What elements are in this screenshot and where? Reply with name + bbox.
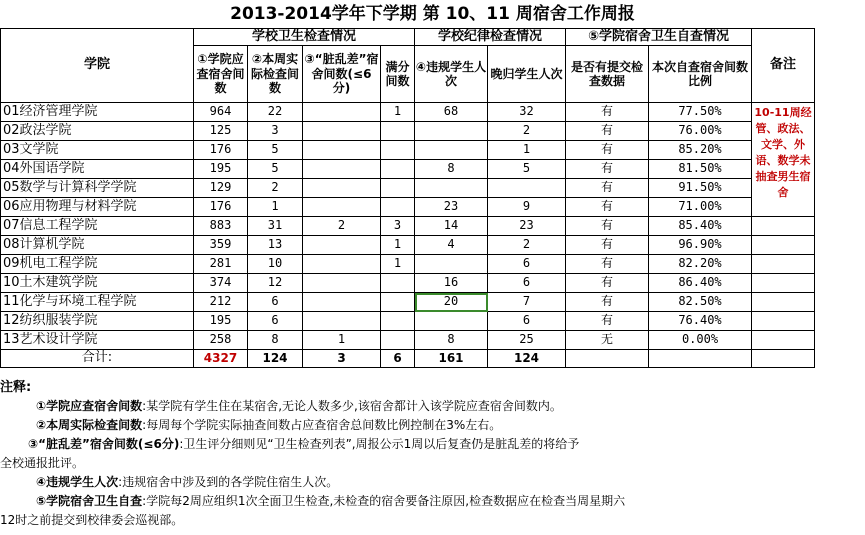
cell-actual-check[interactable]: 6 — [248, 293, 303, 312]
note-2-term: ②本周实际检查间数 — [36, 418, 143, 432]
table-row — [1, 179, 815, 198]
cell-dirty-rooms[interactable]: 2 — [303, 217, 381, 236]
cell-self-check-ratio[interactable]: 71.00% — [649, 198, 752, 217]
table-row — [1, 217, 815, 236]
cell-remark-note[interactable]: 10-11周经管、政法、文学、外语、数学未抽查男生宿舍 — [752, 103, 815, 217]
table-row — [1, 160, 815, 179]
cell-dirty-rooms[interactable] — [303, 160, 381, 179]
cell-late-return[interactable]: 6 — [488, 312, 566, 331]
cell-full-score[interactable]: 3 — [381, 217, 415, 236]
note-1 — [0, 397, 865, 416]
note-5-continued: 12时之前提交到校律委会巡视部。 — [0, 513, 184, 527]
cell-college-name[interactable]: 02政法学院 — [1, 122, 194, 141]
totals-remark[interactable] — [752, 350, 815, 368]
cell-college-name[interactable]: 04外国语学院 — [1, 160, 194, 179]
note-3-term: ③“脏乱差”宿舍间数(≤6分) — [28, 437, 180, 451]
cell-college-name[interactable]: 01经济管理学院 — [1, 103, 194, 122]
cell-self-check-ratio[interactable]: 96.90% — [649, 236, 752, 255]
cell-self-check-ratio[interactable]: 76.00% — [649, 122, 752, 141]
table-body — [1, 103, 815, 350]
cell-self-check-ratio[interactable]: 82.50% — [649, 293, 752, 312]
cell-remark[interactable] — [752, 293, 815, 312]
cell-data-submitted[interactable]: 有 — [566, 198, 649, 217]
cell-college-name[interactable]: 13艺术设计学院 — [1, 331, 194, 350]
cell-actual-check[interactable]: 13 — [248, 236, 303, 255]
cell-college-name[interactable]: 09机电工程学院 — [1, 255, 194, 274]
cell-late-return[interactable]: 2 — [488, 122, 566, 141]
note-2-text: :每周每个学院实际抽查间数占应查宿舍总间数比例控制在3%左右。 — [142, 418, 502, 432]
totals-late-return[interactable]: 124 — [488, 350, 566, 368]
cell-data-submitted[interactable]: 有 — [566, 293, 649, 312]
table-row — [1, 274, 815, 293]
cell-dirty-rooms[interactable] — [303, 179, 381, 198]
note-5 — [0, 492, 865, 511]
cell-actual-check[interactable]: 3 — [248, 122, 303, 141]
cell-should-check[interactable]: 176 — [194, 141, 248, 160]
header-self-check-ratio[interactable]: 本次自查宿舍间数比例 — [649, 46, 752, 103]
table-row — [1, 103, 815, 122]
cell-violations[interactable]: 23 — [415, 198, 488, 217]
cell-dirty-rooms[interactable]: 1 — [303, 331, 381, 350]
cell-full-score[interactable] — [381, 331, 415, 350]
cell-remark[interactable] — [752, 331, 815, 350]
note-3 — [0, 435, 865, 454]
cell-should-check[interactable]: 129 — [194, 179, 248, 198]
cell-should-check[interactable]: 374 — [194, 274, 248, 293]
cell-dirty-rooms[interactable] — [303, 274, 381, 293]
cell-violations[interactable] — [415, 179, 488, 198]
table-row — [1, 198, 815, 217]
cell-remark[interactable] — [752, 274, 815, 293]
cell-full-score[interactable] — [381, 293, 415, 312]
totals-self-check-ratio[interactable] — [649, 350, 752, 368]
cell-should-check[interactable]: 195 — [194, 160, 248, 179]
header-full-score[interactable]: 满分间数 — [381, 46, 415, 103]
cell-college-name[interactable]: 05数学与计算科学学院 — [1, 179, 194, 198]
cell-dirty-rooms[interactable] — [303, 198, 381, 217]
note-5-term: ⑤学院宿舍卫生自查 — [36, 494, 143, 508]
cell-late-return[interactable]: 7 — [488, 293, 566, 312]
cell-self-check-ratio[interactable]: 76.40% — [649, 312, 752, 331]
cell-late-return[interactable]: 2 — [488, 236, 566, 255]
totals-full-score[interactable]: 6 — [381, 350, 415, 368]
cell-violations[interactable]: 68 — [415, 103, 488, 122]
cell-dirty-rooms[interactable] — [303, 141, 381, 160]
cell-full-score[interactable] — [381, 122, 415, 141]
cell-violations[interactable] — [415, 122, 488, 141]
cell-self-check-ratio[interactable]: 81.50% — [649, 160, 752, 179]
cell-self-check-ratio[interactable]: 91.50% — [649, 179, 752, 198]
cell-late-return[interactable]: 6 — [488, 255, 566, 274]
table-row — [1, 312, 815, 331]
cell-actual-check[interactable]: 5 — [248, 160, 303, 179]
cell-data-submitted[interactable]: 有 — [566, 255, 649, 274]
totals-violations[interactable]: 161 — [415, 350, 488, 368]
cell-full-score[interactable] — [381, 141, 415, 160]
header-college[interactable]: 学院 — [1, 29, 194, 103]
cell-actual-check[interactable]: 6 — [248, 312, 303, 331]
cell-violations[interactable]: 16 — [415, 274, 488, 293]
cell-late-return[interactable] — [488, 179, 566, 198]
totals-actual-check[interactable]: 124 — [248, 350, 303, 368]
cell-self-check-ratio[interactable]: 86.40% — [649, 274, 752, 293]
cell-full-score[interactable] — [381, 312, 415, 331]
cell-data-submitted[interactable]: 有 — [566, 236, 649, 255]
cell-should-check[interactable]: 176 — [194, 198, 248, 217]
cell-full-score[interactable] — [381, 179, 415, 198]
cell-late-return[interactable]: 32 — [488, 103, 566, 122]
cell-college-name[interactable]: 07信息工程学院 — [1, 217, 194, 236]
cell-violations[interactable]: 4 — [415, 236, 488, 255]
cell-data-submitted[interactable]: 有 — [566, 217, 649, 236]
cell-violations[interactable]: 14 — [415, 217, 488, 236]
cell-actual-check[interactable]: 8 — [248, 331, 303, 350]
cell-violations[interactable]: 20 — [415, 293, 488, 312]
report-table — [0, 28, 815, 368]
cell-should-check[interactable]: 281 — [194, 255, 248, 274]
totals-row — [1, 350, 815, 368]
header-actual-check[interactable]: ②本周实际检查间数 — [248, 46, 303, 103]
cell-full-score[interactable]: 1 — [381, 236, 415, 255]
cell-actual-check[interactable]: 2 — [248, 179, 303, 198]
cell-should-check[interactable]: 883 — [194, 217, 248, 236]
cell-dirty-rooms[interactable] — [303, 312, 381, 331]
cell-dirty-rooms[interactable] — [303, 103, 381, 122]
cell-should-check[interactable]: 125 — [194, 122, 248, 141]
header-group-self-check[interactable]: ⑤学院宿舍卫生自查情况 — [566, 29, 752, 46]
cell-full-score[interactable]: 1 — [381, 103, 415, 122]
cell-full-score[interactable] — [381, 160, 415, 179]
cell-dirty-rooms[interactable] — [303, 236, 381, 255]
cell-data-submitted[interactable]: 有 — [566, 179, 649, 198]
cell-violations[interactable] — [415, 141, 488, 160]
table-row — [1, 122, 815, 141]
note-4-term: ④违规学生人次 — [36, 475, 119, 489]
cell-actual-check[interactable]: 10 — [248, 255, 303, 274]
cell-data-submitted[interactable]: 有 — [566, 141, 649, 160]
cell-dirty-rooms[interactable] — [303, 255, 381, 274]
table-row — [1, 293, 815, 312]
header-should-check[interactable]: ①学院应查宿舍间数 — [194, 46, 248, 103]
cell-violations[interactable]: 8 — [415, 331, 488, 350]
cell-remark[interactable] — [752, 217, 815, 236]
cell-should-check[interactable]: 212 — [194, 293, 248, 312]
table-row — [1, 255, 815, 274]
cell-data-submitted[interactable]: 无 — [566, 331, 649, 350]
cell-actual-check[interactable]: 31 — [248, 217, 303, 236]
cell-data-submitted[interactable]: 有 — [566, 122, 649, 141]
notes-section — [0, 378, 865, 530]
totals-should-check[interactable]: 4327 — [194, 350, 248, 368]
cell-data-submitted[interactable]: 有 — [566, 160, 649, 179]
cell-dirty-rooms[interactable] — [303, 122, 381, 141]
header-group-hygiene[interactable]: 学校卫生检查情况 — [194, 29, 415, 46]
cell-violations[interactable]: 8 — [415, 160, 488, 179]
cell-full-score[interactable] — [381, 198, 415, 217]
cell-self-check-ratio[interactable]: 82.20% — [649, 255, 752, 274]
cell-late-return[interactable]: 5 — [488, 160, 566, 179]
cell-self-check-ratio[interactable]: 85.20% — [649, 141, 752, 160]
cell-data-submitted[interactable]: 有 — [566, 103, 649, 122]
report-title: 2013-2014学年下学期 第 10、11 周宿舍工作周报 — [230, 4, 635, 24]
notes-title: 注释: — [0, 380, 32, 395]
header-remark[interactable]: 备注 — [752, 29, 815, 103]
cell-actual-check[interactable]: 5 — [248, 141, 303, 160]
table-row — [1, 331, 815, 350]
cell-college-name[interactable]: 12纺织服装学院 — [1, 312, 194, 331]
cell-actual-check[interactable]: 1 — [248, 198, 303, 217]
cell-actual-check[interactable]: 22 — [248, 103, 303, 122]
note-1-term: ①学院应查宿舍间数 — [36, 399, 143, 413]
cell-late-return[interactable]: 6 — [488, 274, 566, 293]
table-row — [1, 236, 815, 255]
totals-label[interactable]: 合计: — [1, 350, 194, 368]
note-3-continued: 全校通报批评。 — [0, 456, 85, 470]
totals-data-submitted[interactable] — [566, 350, 649, 368]
cell-full-score[interactable] — [381, 274, 415, 293]
note-4 — [0, 473, 865, 492]
cell-data-submitted[interactable]: 有 — [566, 274, 649, 293]
cell-late-return[interactable]: 25 — [488, 331, 566, 350]
header-data-submitted[interactable]: 是否有提交检查数据 — [566, 46, 649, 103]
cell-self-check-ratio[interactable]: 85.40% — [649, 217, 752, 236]
cell-college-name[interactable]: 10土木建筑学院 — [1, 274, 194, 293]
cell-self-check-ratio[interactable]: 77.50% — [649, 103, 752, 122]
note-1-text: :某学院有学生住在某宿舍,无论人数多少,该宿舍都计入该学院应查宿舍间数内。 — [142, 399, 562, 413]
cell-full-score[interactable]: 1 — [381, 255, 415, 274]
cell-dirty-rooms[interactable] — [303, 293, 381, 312]
cell-late-return[interactable]: 23 — [488, 217, 566, 236]
totals-dirty-rooms[interactable]: 3 — [303, 350, 381, 368]
cell-college-name[interactable]: 06应用物理与材料学院 — [1, 198, 194, 217]
note-4-text: :违规宿舍中涉及到的各学院住宿生人次。 — [118, 475, 339, 489]
table-row — [1, 141, 815, 160]
cell-remark[interactable] — [752, 236, 815, 255]
cell-data-submitted[interactable]: 有 — [566, 312, 649, 331]
cell-violations[interactable] — [415, 312, 488, 331]
cell-remark[interactable] — [752, 312, 815, 331]
cell-college-name[interactable]: 11化学与环境工程学院 — [1, 293, 194, 312]
note-5-text: :学院每2周应组织1次全面卫生检查,未检查的宿舍要备注原因,检查数据应在检查当周星期六 — [142, 494, 626, 508]
cell-violations[interactable] — [415, 255, 488, 274]
cell-actual-check[interactable]: 12 — [248, 274, 303, 293]
cell-late-return[interactable]: 1 — [488, 141, 566, 160]
cell-late-return[interactable]: 9 — [488, 198, 566, 217]
header-late-return[interactable]: 晚归学生人次 — [488, 46, 566, 103]
header-dirty-rooms[interactable]: ③“脏乱差”宿舍间数(≤6分) — [303, 46, 381, 103]
cell-should-check[interactable]: 258 — [194, 331, 248, 350]
cell-remark[interactable] — [752, 255, 815, 274]
cell-should-check[interactable]: 359 — [194, 236, 248, 255]
cell-college-name[interactable]: 08计算机学院 — [1, 236, 194, 255]
cell-self-check-ratio[interactable]: 0.00% — [649, 331, 752, 350]
header-violations[interactable]: ④违规学生人次 — [415, 46, 488, 103]
header-group-discipline[interactable]: 学校纪律检查情况 — [415, 29, 566, 46]
cell-should-check[interactable]: 964 — [194, 103, 248, 122]
cell-should-check[interactable]: 195 — [194, 312, 248, 331]
note-2 — [0, 416, 865, 435]
note-3-text: :卫生评分细则见“卫生检查列表”,周报公示1周以后复查仍是脏乱差的将给予 — [179, 437, 580, 451]
cell-college-name[interactable]: 03文学院 — [1, 141, 194, 160]
